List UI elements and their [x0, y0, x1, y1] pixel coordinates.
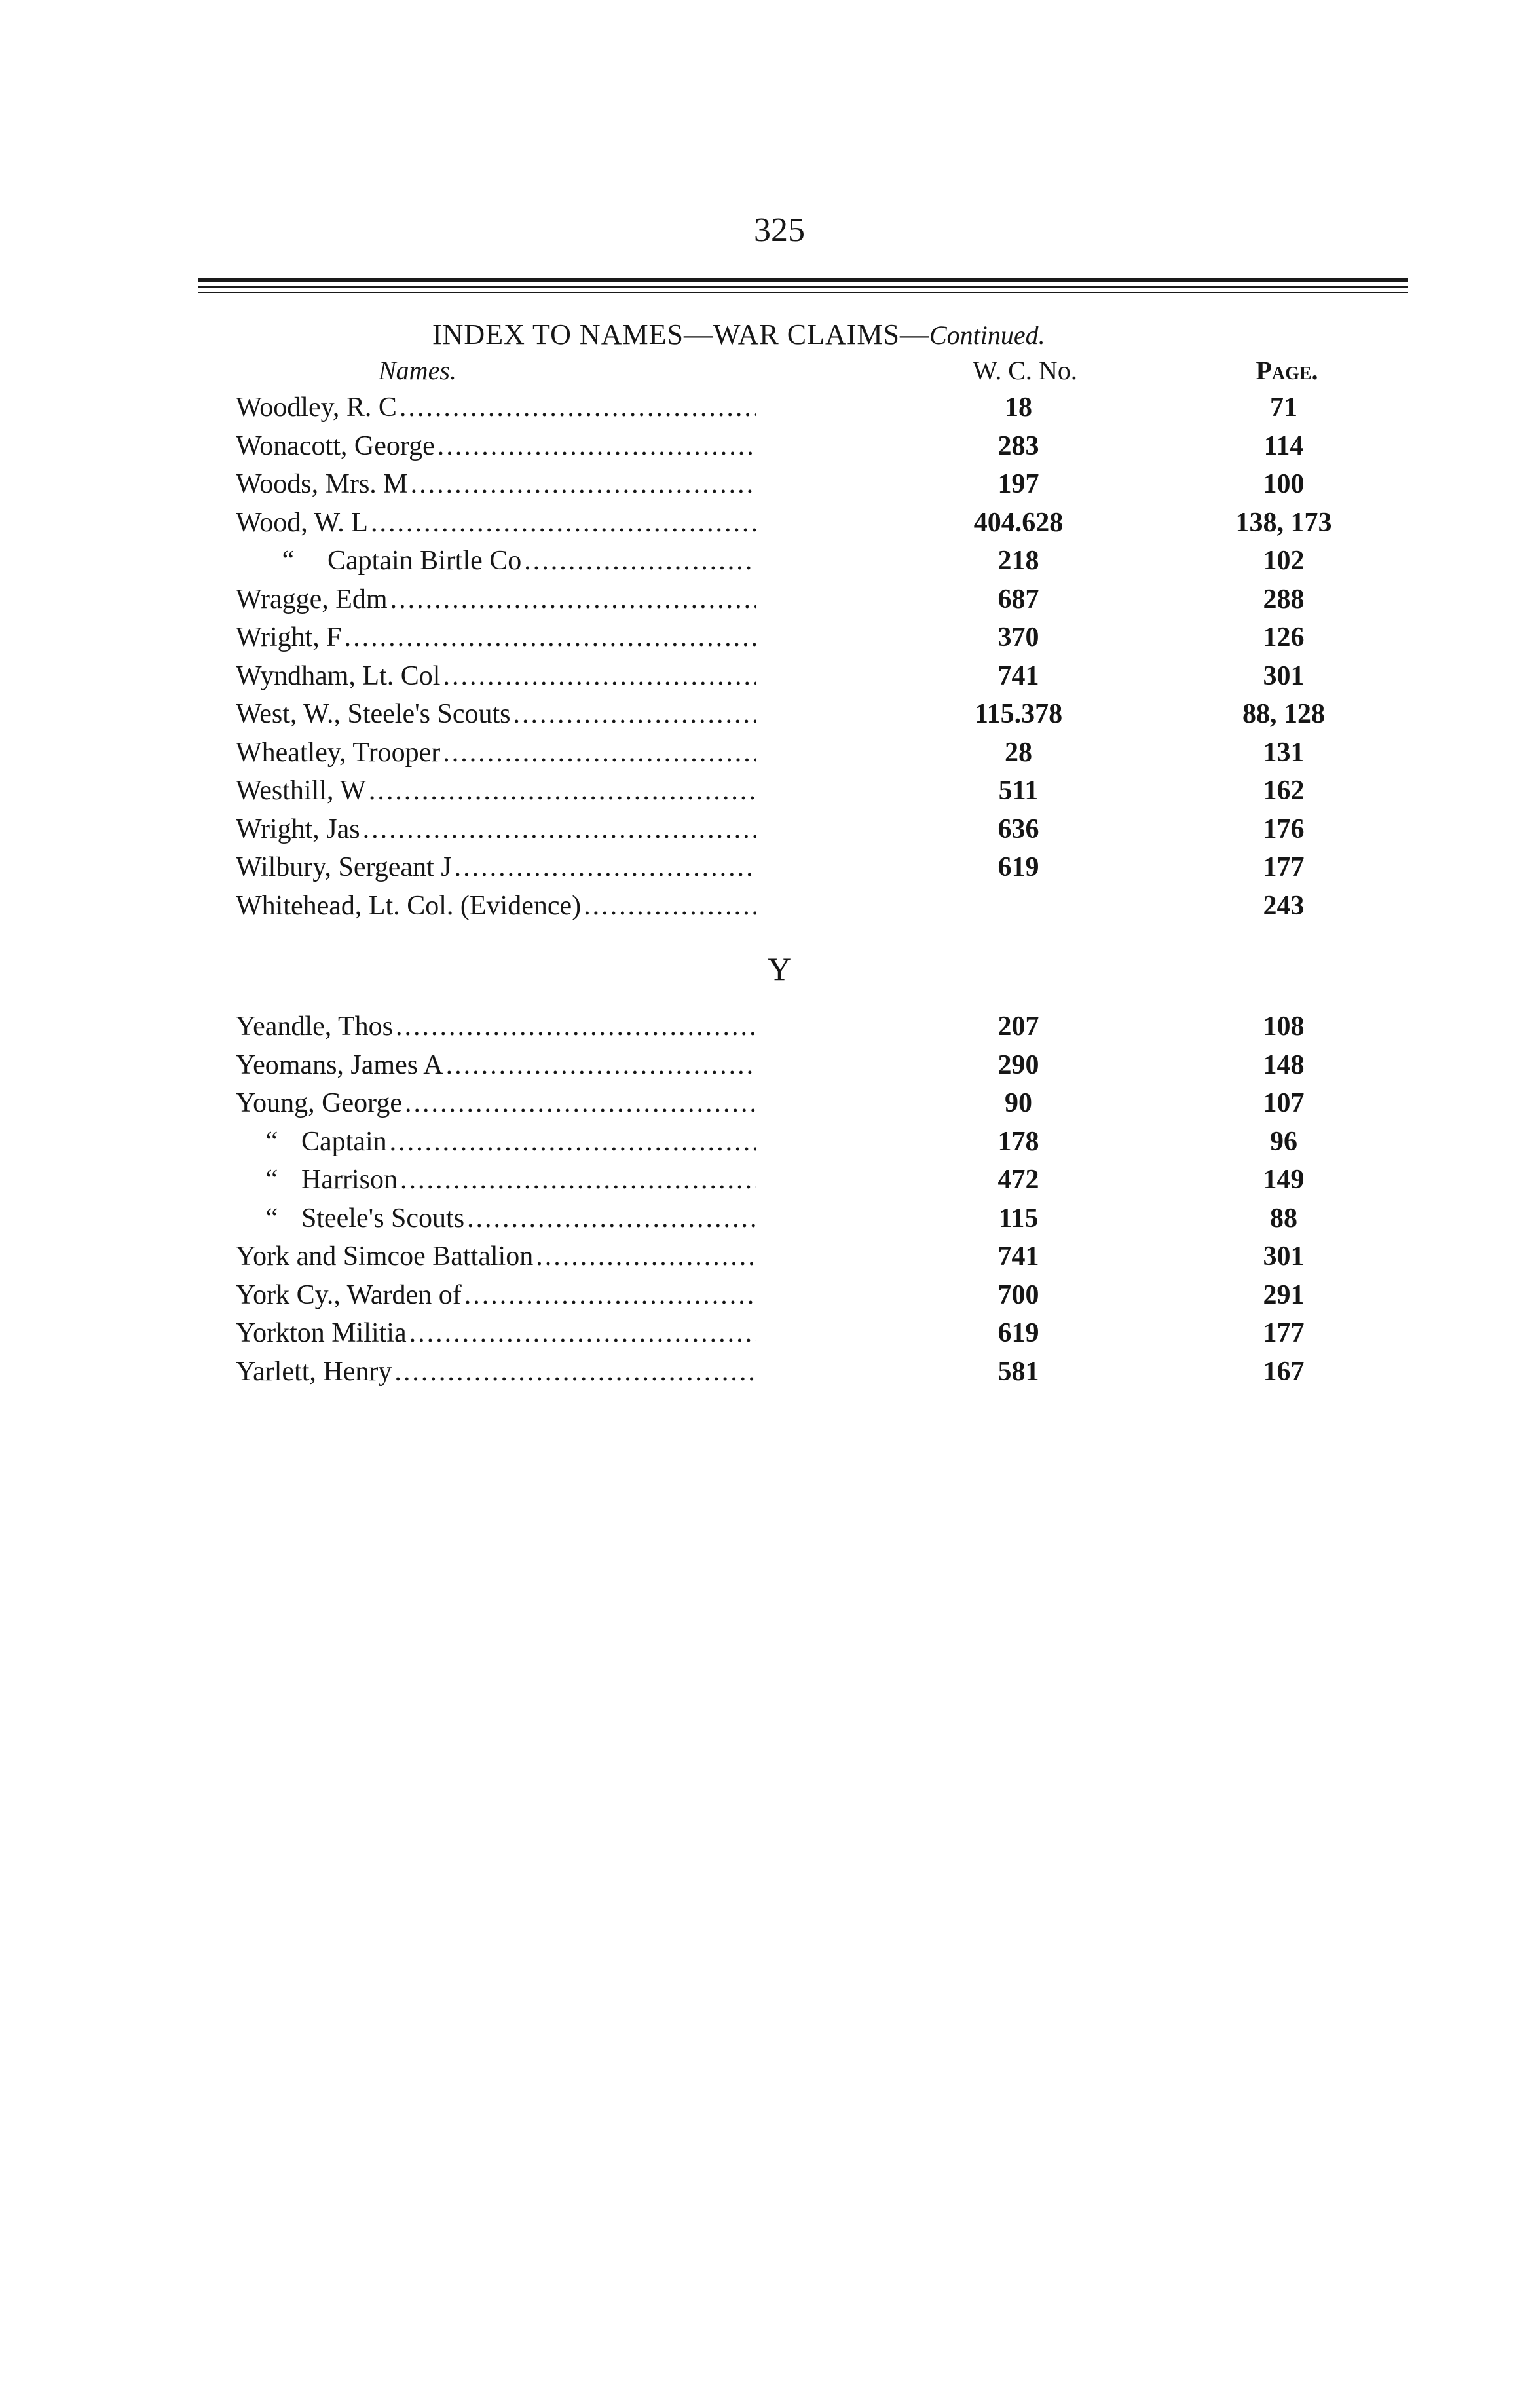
entry-page: 131 [1263, 737, 1305, 768]
entry-name: Yorkton Militia [236, 1318, 407, 1348]
index-entry [0, 430, 1526, 468]
entry-name-cell [236, 737, 756, 768]
entry-wc-no: 700 [997, 1279, 1039, 1310]
dot-leader [409, 1317, 756, 1349]
entry-page: 108 [1263, 1011, 1305, 1042]
entry-page: 162 [1263, 776, 1305, 806]
entry-name-cell [236, 814, 756, 845]
entry-name-cell [236, 775, 756, 806]
entry-page: 88, 128 [1242, 699, 1325, 729]
entry-page: 243 [1263, 890, 1305, 921]
entry-page: 177 [1263, 1318, 1305, 1348]
entry-page: 301 [1263, 1241, 1305, 1271]
dot-leader [584, 890, 756, 922]
entry-name-cell [236, 1241, 756, 1272]
ditto-mark: “ [265, 1203, 278, 1233]
entry-name: York Cy., Warden of [236, 1279, 462, 1310]
entry-page: 167 [1263, 1356, 1305, 1387]
index-entry [0, 1049, 1526, 1087]
header-rule [198, 292, 1408, 293]
entry-page: 301 [1263, 660, 1305, 691]
dot-leader [369, 775, 756, 806]
entry-wc-no: 511 [998, 776, 1039, 806]
entry-name-cell [236, 890, 756, 922]
index-entry [0, 1011, 1526, 1049]
dot-leader [446, 1049, 756, 1081]
entry-name-cell [236, 1279, 756, 1311]
header-rule [198, 286, 1408, 288]
entry-page: 96 [1270, 1126, 1297, 1157]
ditto-mark: “ [265, 1165, 278, 1195]
index-entry [0, 698, 1526, 736]
entry-name: Yeandle, Thos [236, 1011, 393, 1042]
entry-page: 149 [1263, 1165, 1305, 1195]
dot-leader [363, 814, 756, 845]
index-title-main: INDEX TO NAMES—WAR CLAIMS— [432, 318, 929, 350]
entry-name: Wright, F [236, 622, 342, 652]
index-entry [0, 737, 1526, 775]
entry-name-cell [236, 622, 756, 653]
entry-name-cell [236, 698, 756, 730]
entry-page: 107 [1263, 1088, 1305, 1118]
entry-wc-no: 178 [997, 1126, 1039, 1157]
index-title-continued: Continued. [929, 320, 1045, 350]
entry-name: Wheatley, Trooper [236, 737, 441, 768]
entry-name-cell [236, 1049, 756, 1081]
dot-leader [437, 430, 756, 462]
entry-name: Woods, Mrs. M [236, 469, 408, 499]
entry-name-cell [236, 392, 756, 423]
dot-leader [390, 1126, 756, 1157]
index-entry [0, 852, 1526, 890]
entry-page: 176 [1263, 814, 1305, 844]
entry-name: Yeomans, James A [236, 1049, 443, 1080]
column-header-page: Page. [1256, 356, 1318, 385]
entry-page: 288 [1263, 584, 1305, 614]
header-rule [198, 278, 1408, 282]
entry-wc-no: 90 [1005, 1088, 1032, 1118]
index-entry [0, 1241, 1526, 1279]
entry-name-cell [236, 852, 756, 883]
entry-page: 71 [1270, 392, 1297, 423]
entry-name: Whitehead, Lt. Col. (Evidence) [236, 890, 582, 921]
dot-leader [536, 1241, 756, 1272]
entry-wc-no: 115 [998, 1203, 1039, 1233]
entry-page: 100 [1263, 469, 1305, 499]
entry-name: Wragge, Edm [236, 584, 388, 614]
entry-name: Captain [301, 1126, 387, 1157]
entry-name: Woodley, R. C [236, 392, 397, 423]
ditto-mark: “ [282, 546, 295, 576]
index-entry [0, 1087, 1526, 1125]
index-entry [0, 1126, 1526, 1164]
dot-leader [455, 852, 756, 883]
entry-wc-no: 283 [997, 430, 1039, 461]
entry-name: Wood, W. L [236, 507, 368, 538]
dot-leader [443, 660, 756, 692]
entry-name: Steele's Scouts [301, 1203, 465, 1233]
entry-page: 138, 173 [1235, 507, 1332, 538]
entry-name-cell [236, 1126, 756, 1157]
entry-name-cell [236, 545, 756, 576]
entry-wc-no: 197 [997, 469, 1039, 499]
entry-name-cell [236, 1203, 756, 1234]
entry-name: West, W., Steele's Scouts [236, 699, 511, 729]
dot-leader [443, 737, 756, 768]
entry-name-cell [236, 1356, 756, 1387]
index-entry [0, 392, 1526, 430]
entry-page: 291 [1263, 1279, 1305, 1310]
entry-wc-no: 207 [997, 1011, 1039, 1042]
index-entry [0, 622, 1526, 660]
index-entry [0, 1356, 1526, 1394]
entry-wc-no: 581 [997, 1356, 1039, 1387]
dot-leader [405, 1087, 756, 1119]
dot-leader [467, 1203, 756, 1234]
dot-leader [394, 1356, 756, 1387]
index-entry [0, 545, 1526, 583]
entry-wc-no: 218 [997, 546, 1039, 576]
column-header-wc-no: W. C. No. [973, 356, 1077, 385]
entry-page: 88 [1270, 1203, 1297, 1233]
entry-name-cell [236, 584, 756, 615]
dot-leader [396, 1011, 756, 1042]
entry-wc-no: 741 [997, 660, 1039, 691]
entry-wc-no: 18 [1005, 392, 1032, 423]
index-title [432, 318, 1045, 351]
entry-name: Wonacott, George [236, 430, 435, 461]
page-number: 325 [754, 212, 805, 249]
dot-leader [344, 622, 756, 653]
entry-name: Harrison [301, 1165, 398, 1195]
entry-name-cell [236, 660, 756, 692]
index-entry [0, 507, 1526, 545]
entry-wc-no: 28 [1005, 737, 1032, 768]
entry-name: York and Simcoe Battalion [236, 1241, 534, 1271]
index-entry [0, 1317, 1526, 1355]
entry-wc-no: 741 [997, 1241, 1039, 1271]
dot-leader [400, 1164, 756, 1195]
index-entry [0, 890, 1526, 928]
entry-name: Yarlett, Henry [236, 1356, 392, 1387]
entry-page: 114 [1263, 430, 1304, 461]
index-entry [0, 468, 1526, 506]
index-entry [0, 775, 1526, 813]
entry-wc-no: 636 [997, 814, 1039, 844]
entry-wc-no: 687 [997, 584, 1039, 614]
index-entry [0, 1203, 1526, 1241]
entry-name: Young, George [236, 1088, 402, 1118]
ditto-mark: “ [265, 1126, 278, 1157]
entry-name: Captain Birtle Co [327, 546, 522, 576]
dot-leader [400, 392, 756, 423]
entry-wc-no: 619 [997, 852, 1039, 882]
entry-name-cell [236, 507, 756, 538]
entry-name-cell [236, 468, 756, 500]
entry-wc-no: 115.378 [974, 699, 1063, 729]
entry-wc-no: 619 [997, 1318, 1039, 1348]
entry-name-cell [236, 1011, 756, 1042]
index-entry [0, 814, 1526, 852]
entry-name: Wilbury, Sergeant J [236, 852, 452, 882]
entry-name: Wyndham, Lt. Col [236, 660, 441, 691]
entry-wc-no: 370 [997, 622, 1039, 652]
entry-name-cell [236, 1087, 756, 1119]
index-entry [0, 660, 1526, 698]
entry-wc-no: 290 [997, 1049, 1039, 1080]
entry-name: Wright, Jas [236, 814, 360, 844]
entry-name-cell [236, 430, 756, 462]
entry-wc-no: 404.628 [973, 507, 1064, 538]
entry-page: 148 [1263, 1049, 1305, 1080]
entry-page: 102 [1263, 546, 1305, 576]
index-entry [0, 584, 1526, 622]
entry-wc-no: 472 [997, 1165, 1039, 1195]
index-entry [0, 1164, 1526, 1202]
dot-leader [411, 468, 756, 500]
dot-leader [524, 545, 756, 576]
column-header-names: Names. [379, 356, 456, 385]
index-entry [0, 1279, 1526, 1317]
entry-page: 177 [1263, 852, 1305, 882]
dot-leader [390, 584, 756, 615]
entry-name: Westhill, W [236, 776, 366, 806]
section-letter: Y [767, 950, 792, 987]
dot-leader [464, 1279, 756, 1311]
dot-leader [371, 507, 756, 538]
entry-name-cell [236, 1317, 756, 1349]
entry-page: 126 [1263, 622, 1305, 652]
entry-name-cell [236, 1164, 756, 1195]
dot-leader [513, 698, 756, 730]
